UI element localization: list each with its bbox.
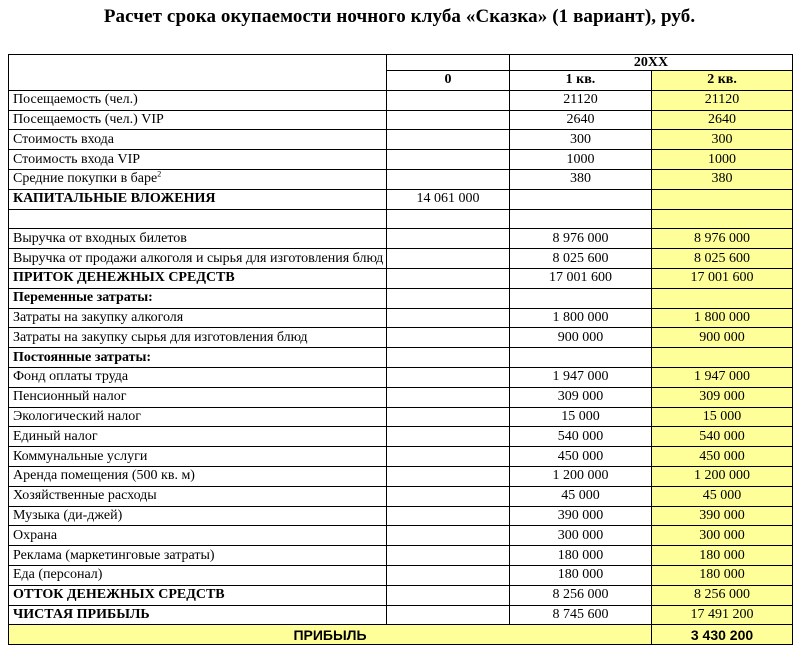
row-value-q2: 8 976 000: [652, 229, 793, 249]
row-value-q2: 17 491 200: [652, 605, 793, 625]
row-value-q1: 180 000: [510, 565, 652, 585]
table-row: [9, 387, 793, 407]
row-value-q2: 309 000: [652, 387, 793, 407]
row-label: Стоимость входа VIP: [9, 150, 387, 170]
row-value-q1: [510, 348, 652, 368]
table-row: [9, 90, 793, 110]
row-value-q1: 300 000: [510, 526, 652, 546]
row-label: Коммунальные услуги: [9, 447, 387, 467]
row-value-q2: 15 000: [652, 407, 793, 427]
header-year: 20XX: [510, 55, 793, 71]
row-value-q2: 390 000: [652, 506, 793, 526]
table-row: [9, 229, 793, 249]
row-label: Переменные затраты:: [9, 288, 387, 308]
row-value-q1: 8 025 600: [510, 249, 652, 269]
table-row: [9, 328, 793, 348]
row-value-0: [387, 605, 510, 625]
row-value-q2: 8 256 000: [652, 585, 793, 605]
table-row: [9, 526, 793, 546]
row-value-0: [387, 249, 510, 269]
row-value-q1: 8 745 600: [510, 605, 652, 625]
table-row: [9, 506, 793, 526]
row-value-0: [387, 90, 510, 110]
row-label: Единый налог: [9, 427, 387, 447]
total-value: 3 430 200: [652, 625, 793, 645]
row-value-0: [387, 407, 510, 427]
row-value-q1: 309 000: [510, 387, 652, 407]
row-value-0: [387, 447, 510, 467]
row-value-0: [387, 387, 510, 407]
row-value-0: [387, 348, 510, 368]
row-label: Затраты на закупку алкоголя: [9, 308, 387, 328]
table-row: [9, 189, 793, 209]
row-value-q1: 21120: [510, 90, 652, 110]
table-row: [9, 605, 793, 625]
table-row: [9, 466, 793, 486]
row-value-q1: 390 000: [510, 506, 652, 526]
row-value-0: [387, 229, 510, 249]
row-value-q2: 1 947 000: [652, 367, 793, 387]
row-value-q2: [652, 288, 793, 308]
header-q2: 2 кв.: [652, 71, 793, 91]
row-value-q1: [510, 189, 652, 209]
row-value-q1: 1 947 000: [510, 367, 652, 387]
table-row: [9, 268, 793, 288]
row-label: Фонд оплаты труда: [9, 367, 387, 387]
row-value-0: [387, 585, 510, 605]
payback-table: [8, 54, 793, 645]
table-row: [9, 546, 793, 566]
header-q1: 1 кв.: [510, 71, 652, 91]
row-value-0: [387, 486, 510, 506]
row-value-q2: 900 000: [652, 328, 793, 348]
row-label: ПРИТОК ДЕНЕЖНЫХ СРЕДСТВ: [9, 268, 387, 288]
row-value-q2: [652, 189, 793, 209]
row-value-q2: 300: [652, 130, 793, 150]
row-label: Средние покупки в баре$^2$: [9, 169, 387, 189]
row-value-q2: 8 025 600: [652, 249, 793, 269]
header-col0: 0: [387, 71, 510, 91]
row-value-q1: 1 200 000: [510, 466, 652, 486]
row-value-q1: 180 000: [510, 546, 652, 566]
row-value-q1: 300: [510, 130, 652, 150]
row-value-q1: 45 000: [510, 486, 652, 506]
row-value-0: [387, 130, 510, 150]
row-value-q2: 180 000: [652, 565, 793, 585]
row-value-q1: 540 000: [510, 427, 652, 447]
row-value-q1: 1000: [510, 150, 652, 170]
header-row-year: [9, 55, 793, 71]
row-value-0: [387, 169, 510, 189]
row-value-q1: 1 800 000: [510, 308, 652, 328]
row-label: Музыка (ди-джей): [9, 506, 387, 526]
row-label: [9, 209, 387, 229]
row-value-q2: 180 000: [652, 546, 793, 566]
table-row: [9, 150, 793, 170]
row-value-q1: 2640: [510, 110, 652, 130]
row-value-0: [387, 466, 510, 486]
row-value-q1: [510, 209, 652, 229]
row-value-q2: 450 000: [652, 447, 793, 467]
row-value-q2: 2640: [652, 110, 793, 130]
table-row: [9, 249, 793, 269]
row-value-q2: 300 000: [652, 526, 793, 546]
table-row: [9, 209, 793, 229]
row-label: Охрана: [9, 526, 387, 546]
row-value-q1: [510, 288, 652, 308]
total-label: ПРИБЫЛЬ: [9, 625, 652, 645]
row-value-q2: 21120: [652, 90, 793, 110]
header-empty-cell: [387, 55, 510, 71]
row-value-0: [387, 268, 510, 288]
table-row: [9, 565, 793, 585]
row-value-q1: 450 000: [510, 447, 652, 467]
table-row: [9, 169, 793, 189]
table-row: [9, 348, 793, 368]
row-label: Выручка от входных билетов: [9, 229, 387, 249]
row-label: Выручка от продажи алкоголя и сырья для изготовления блюд: [9, 249, 387, 269]
row-value-q2: 17 001 600: [652, 268, 793, 288]
row-label: Реклама (маркетинговые затраты): [9, 546, 387, 566]
table-row: [9, 288, 793, 308]
row-label: Аренда помещения (500 кв. м): [9, 466, 387, 486]
row-value-q1: 15 000: [510, 407, 652, 427]
row-label: Экологический налог: [9, 407, 387, 427]
table-row: [9, 130, 793, 150]
row-value-0: [387, 150, 510, 170]
total-row: [9, 625, 793, 645]
row-value-q2: 380: [652, 169, 793, 189]
row-value-0: 14 061 000: [387, 189, 510, 209]
row-value-q1: 8 256 000: [510, 585, 652, 605]
table-row: [9, 367, 793, 387]
page-title: Расчет срока окупаемости ночного клуба «Сказка» (1 вариант), руб.: [103, 6, 696, 27]
row-label: Стоимость входа: [9, 130, 387, 150]
row-value-q1: 900 000: [510, 328, 652, 348]
row-value-0: [387, 565, 510, 585]
row-value-q2: 1 200 000: [652, 466, 793, 486]
row-value-0: [387, 110, 510, 130]
row-label: ОТТОК ДЕНЕЖНЫХ СРЕДСТВ: [9, 585, 387, 605]
row-value-0: [387, 328, 510, 348]
row-value-q2: 1000: [652, 150, 793, 170]
table-row: [9, 427, 793, 447]
row-value-q2: 540 000: [652, 427, 793, 447]
row-value-0: [387, 526, 510, 546]
row-label: Пенсионный налог: [9, 387, 387, 407]
row-label: Посещаемость (чел.) VIP: [9, 110, 387, 130]
table-row: [9, 585, 793, 605]
row-value-q2: 45 000: [652, 486, 793, 506]
row-value-0: [387, 288, 510, 308]
row-value-q2: [652, 348, 793, 368]
row-value-0: [387, 308, 510, 328]
row-value-q1: 8 976 000: [510, 229, 652, 249]
row-label: КАПИТАЛЬНЫЕ ВЛОЖЕНИЯ: [9, 189, 387, 209]
header-label-cell: [9, 55, 387, 91]
table-row: [9, 407, 793, 427]
table-row: [9, 110, 793, 130]
row-label: Затраты на закупку сырья для изготовления блюд: [9, 328, 387, 348]
row-value-q2: [652, 209, 793, 229]
row-value-0: [387, 427, 510, 447]
row-label: Постоянные затраты:: [9, 348, 387, 368]
row-label: Еда (персонал): [9, 565, 387, 585]
table-row: [9, 308, 793, 328]
row-value-q2: 1 800 000: [652, 308, 793, 328]
row-value-q1: 380: [510, 169, 652, 189]
row-value-0: [387, 506, 510, 526]
row-value-0: [387, 209, 510, 229]
table-row: [9, 486, 793, 506]
row-value-0: [387, 367, 510, 387]
row-label: Посещаемость (чел.): [9, 90, 387, 110]
row-value-q1: 17 001 600: [510, 268, 652, 288]
row-label: Хозяйственные расходы: [9, 486, 387, 506]
row-value-0: [387, 546, 510, 566]
row-label: ЧИСТАЯ ПРИБЫЛЬ: [9, 605, 387, 625]
table-row: [9, 447, 793, 467]
